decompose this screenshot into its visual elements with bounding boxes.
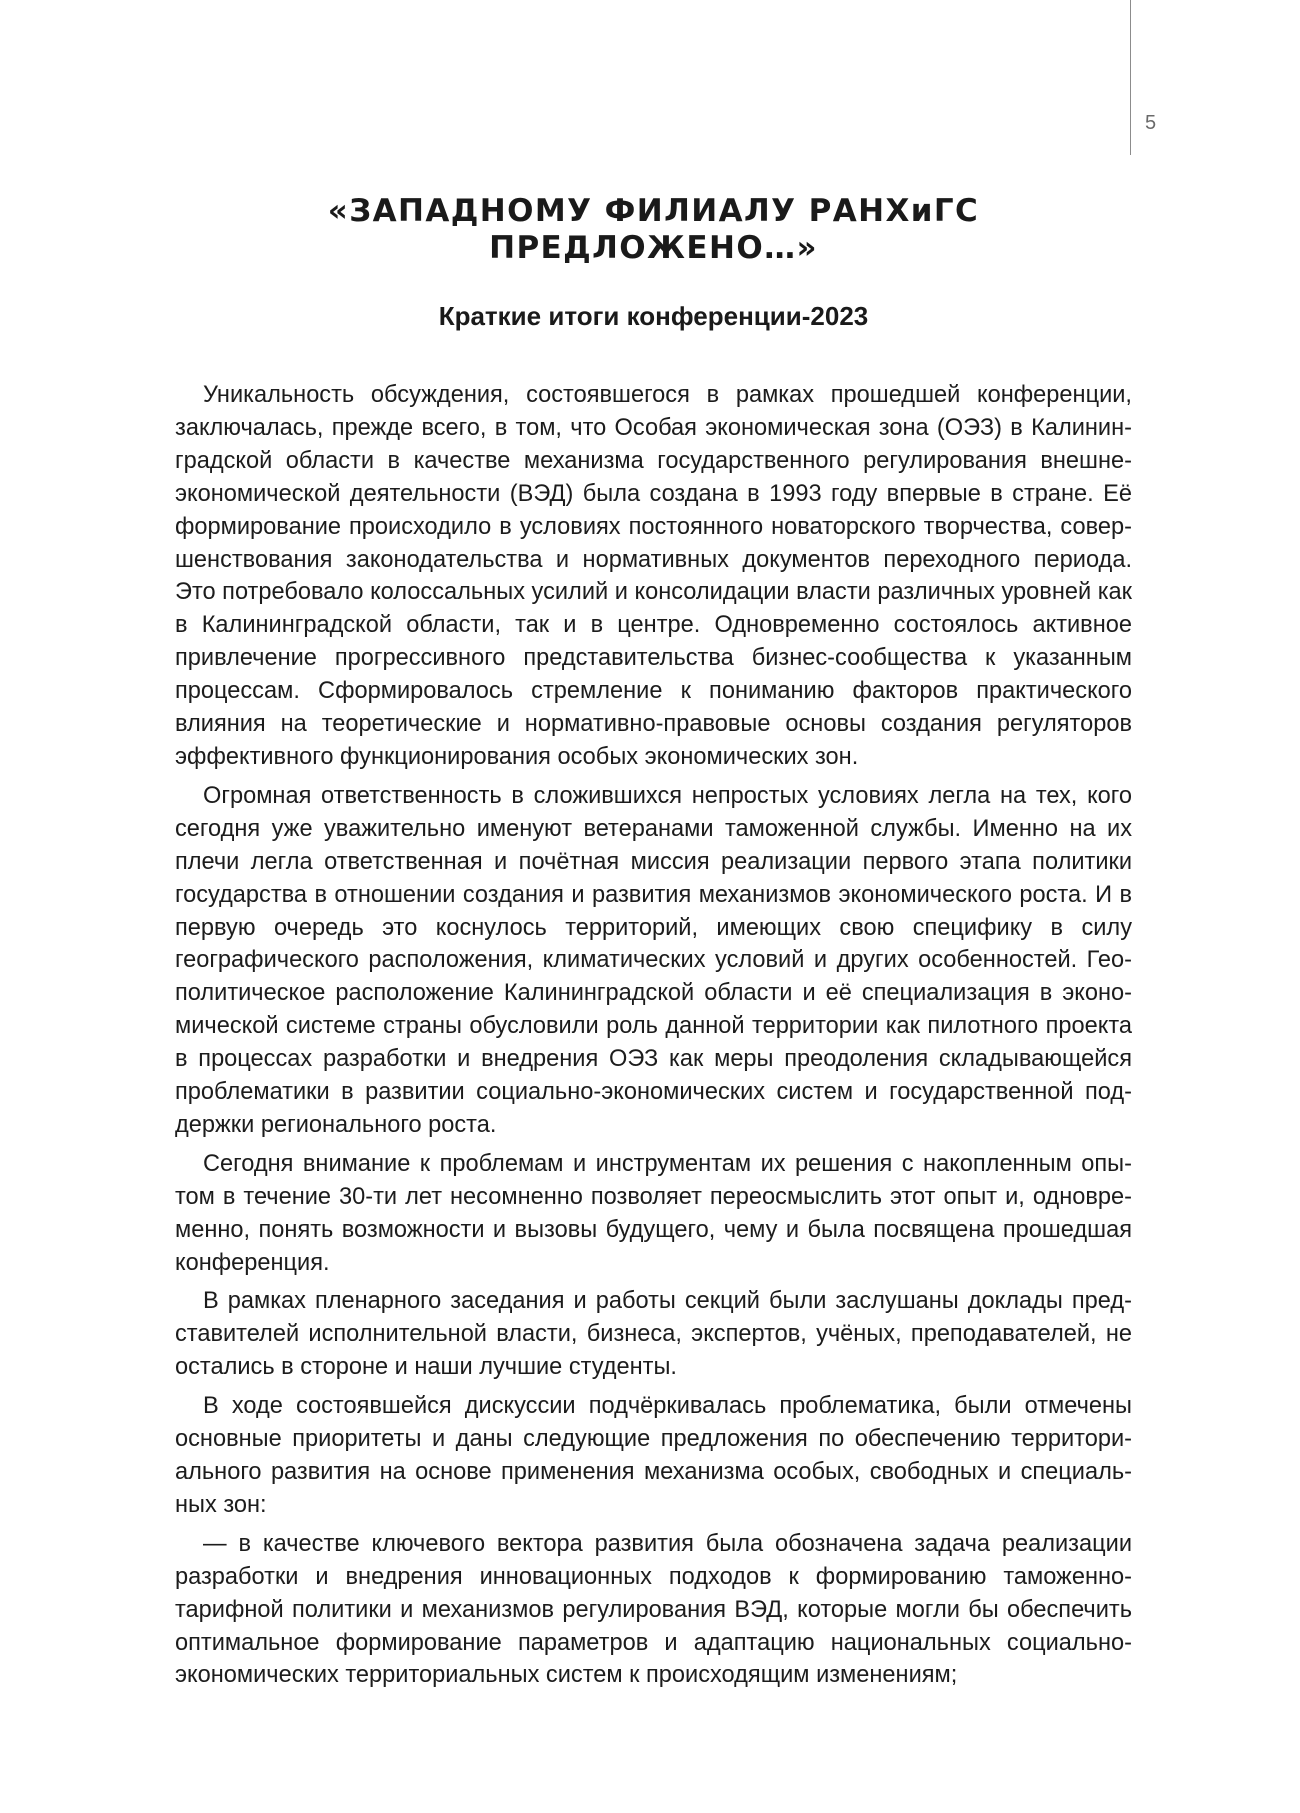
paragraph-5: В ходе состоявшейся дискуссии подчёркивалась проблематика, были отмечены основные приоритеты и даны следующие предложения по обеспечению территориального развития на основе применения механизма особых, свободных и специальных зон: xyxy=(175,1393,1132,1518)
paragraph-1: Уникальность обсуждения, состоявшегося в рамках прошедшей конференции, заключалась, прежде всего, в том, что Особая экономическая зона (ОЭЗ) в Калининградской области в качестве механизма государственного регулирования внешнеэкономической деятельности (ВЭД) была создана в 1993 году впервые в стране. Её формирование происходило в условиях постоянного новаторского творчества, совершенствования законодательства и нормативных документов переходного периода. Это потребовало колоссальных усилий и консолидации власти различных уровней как в Калининградской области, так и в центре. Одновременно состоялось активное привлечение прогрессивного представительства бизнес-сообщества к указанным процессам. Сформировалось стремление к пониманию факторов практического влияния на теоретические и нормативно-правовые основы создания регуляторов эффективного функционирования особых экономических зон. xyxy=(175,382,1132,770)
article-subtitle: Краткие итоги конференции-2023 xyxy=(438,301,869,331)
paragraph-4: В рамках пленарного заседания и работы секций были заслушаны доклады представителей исполнительной власти, бизнеса, экспертов, учёных, преподавателей, не остались в стороне и наши лучшие студенты. xyxy=(175,1288,1132,1381)
paragraph-2: Огромная ответственность в сложившихся непростых условиях легла на тех, кого сегодня уже уважительно именуют ветеранами таможенной службы. Именно на их плечи легла ответственная и почётная миссия реализации первого этапа политики государства в отношении создания и развития механизмов экономического роста. И в первую очередь это коснулось территорий, имеющих свою специфику в силу географического расположения, климатических условий и других особенностей. Геополитическое расположение Калининградской области и её специализация в экономической системе страны обусловили роль данной территории как пилотного проекта в процессах разработки и внедрения ОЭЗ как меры преодоления складывающейся проблематики в развитии социально-экономических систем и государственной поддержки регионального роста. xyxy=(175,782,1132,1138)
article-title xyxy=(175,193,1132,267)
page-number: 5 xyxy=(1145,112,1157,134)
margin-rule xyxy=(1130,0,1131,155)
article-title-line-2: ПРЕДЛОЖЕНО…» xyxy=(489,230,818,266)
article-body xyxy=(175,379,1132,1698)
article-title-line-1: «ЗАПАДНОМУ ФИЛИАЛУ РАНХиГС xyxy=(327,193,980,229)
paragraph-3: Сегодня внимание к проблемам и инструментам их решения с накопленным опытом в течение 30-ти лет несомненно позволяет переосмыслить этот опыт и, одновременно, понять возможности и вызовы будущего, чему и была посвящена прошедшая конференция. xyxy=(175,1150,1132,1276)
paragraph-6-list-item: — в качестве ключевого вектора развития была обозначена задача реализации разработки и внедрения инновационных подходов к формированию таможенно-тарифной политики и механизмов регулирования ВЭД, которые могли бы обеспечить оптимальное формирование параметров и адаптацию национальных социально-экономических территориальных систем к происходящим изменениям; xyxy=(175,1530,1132,1689)
